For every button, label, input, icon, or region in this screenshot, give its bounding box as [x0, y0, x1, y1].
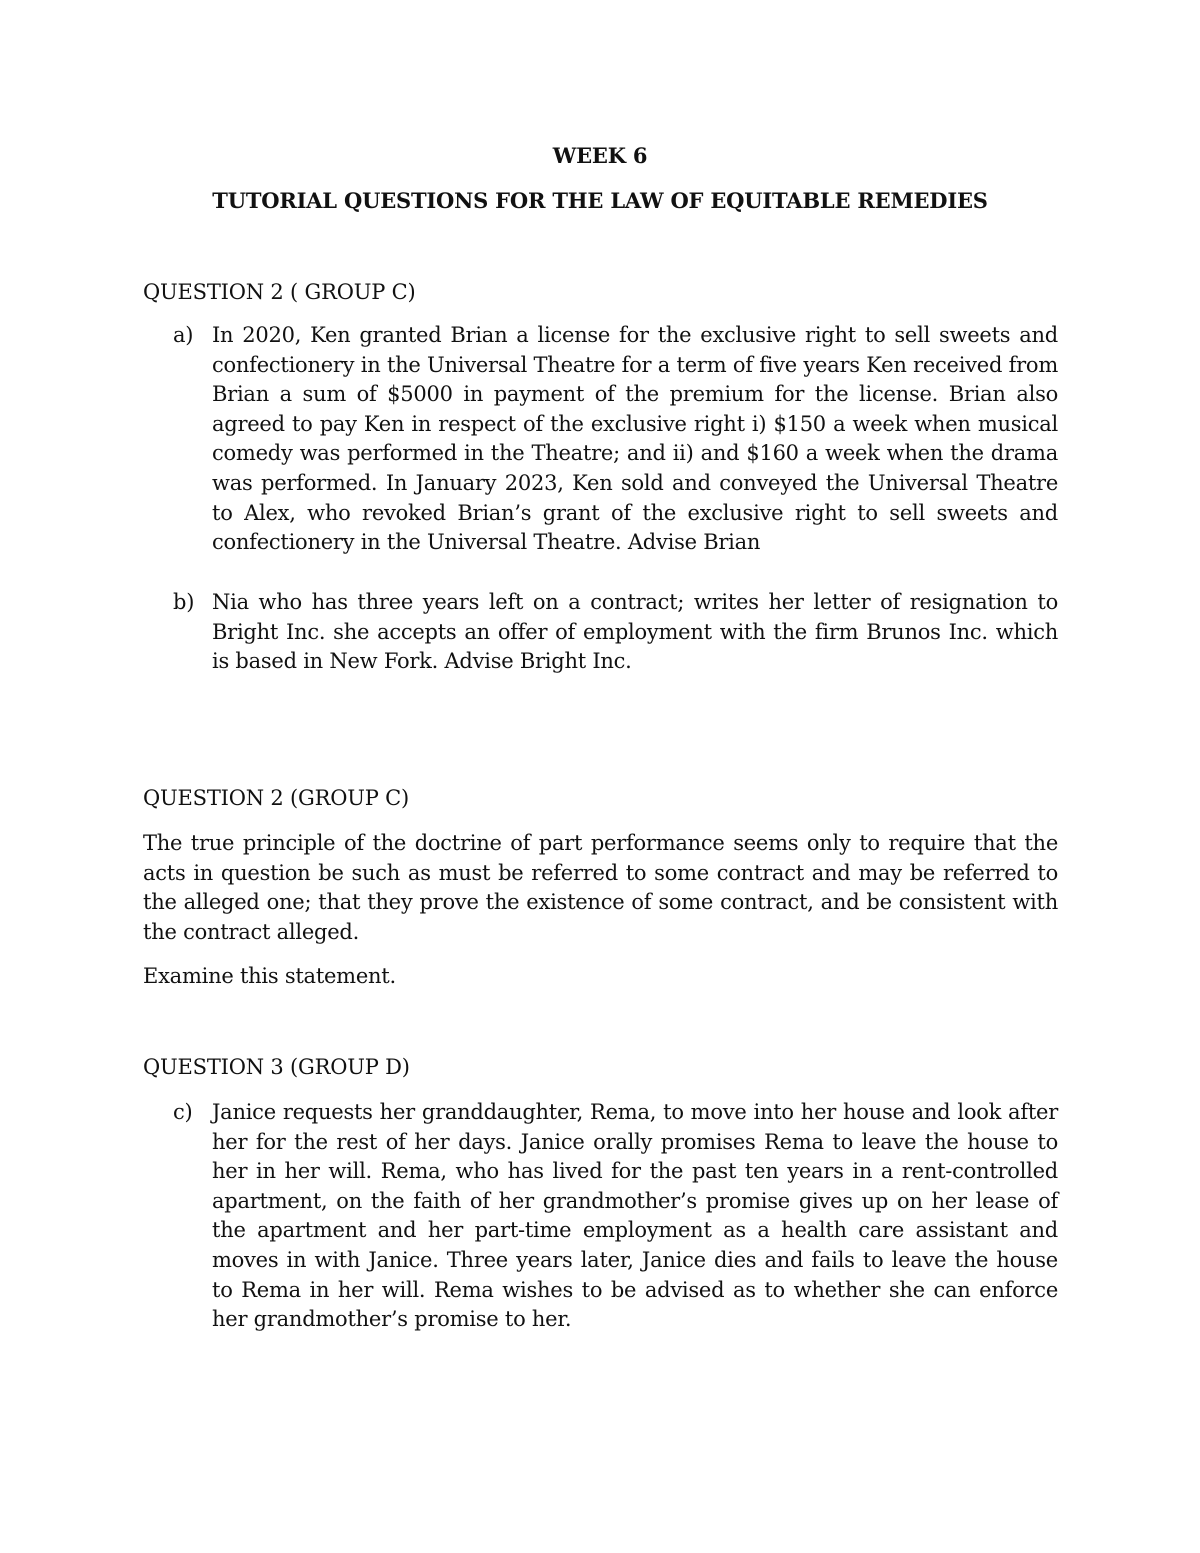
item-marker: a) [173, 323, 194, 347]
item-text: Nia who has three years left on a contract; writes her letter of resignation to Bright Inc. she accepts an offer of employment with the firm Brunos Inc. which is based in New Fork. Advise Bright Inc. [212, 590, 1058, 674]
question-item-b [143, 588, 1058, 677]
question-heading: QUESTION 2 ( GROUP C) [143, 280, 416, 304]
question-statement: The true principle of the doctrine of part performance seems only to require that the acts in question be such as must be referred to some contract and may be referred to the alleged one; that they prove the existence of some contract, and be consistent with the contract alleged. [143, 831, 1058, 944]
week-title: WEEK 6 [552, 143, 648, 168]
item-text: Janice requests her granddaughter, Rema, to move into her house and look after her for the rest of her days. Janice orally promises Rema to leave the house to her in her will. Rema, who has lived for the past ten years in a rent-controlled apartment, on the faith of her grandmother’s promise gives up on her lease of the apartment and her part-time employment as a health care assistant and moves in with Janice. Three years later, Janice dies and fails to leave the house to Rema in her will. Rema wishes to be advised as to whether she can enforce her grandmother’s promise to her. [212, 1100, 1058, 1332]
question-heading: QUESTION 3 (GROUP D) [143, 1055, 410, 1079]
question-item-c [143, 1098, 1058, 1335]
question-item-a [143, 321, 1058, 558]
document-subtitle: TUTORIAL QUESTIONS FOR THE LAW OF EQUITABLE REMEDIES [212, 188, 988, 213]
question-instruction: Examine this statement. [143, 964, 396, 988]
item-marker: c) [173, 1100, 193, 1124]
question-heading: QUESTION 2 (GROUP C) [143, 786, 409, 810]
item-marker: b) [173, 590, 195, 614]
item-text: In 2020, Ken granted Brian a license for the exclusive right to sell sweets and confectionery in the Universal Theatre for a term of five years Ken received from Brian a sum of $5000 in payment of the premium for the license. Brian also agreed to pay Ken in respect of the exclusive right i) $150 a week when musical comedy was performed in the Theatre; and ii) and $160 a week when the drama was performed. In January 2023, Ken sold and conveyed the Universal Theatre to Alex, who revoked Brian’s grant of the exclusive right to sell sweets and confectionery in the Universal Theatre. Advise Brian [212, 323, 1058, 555]
